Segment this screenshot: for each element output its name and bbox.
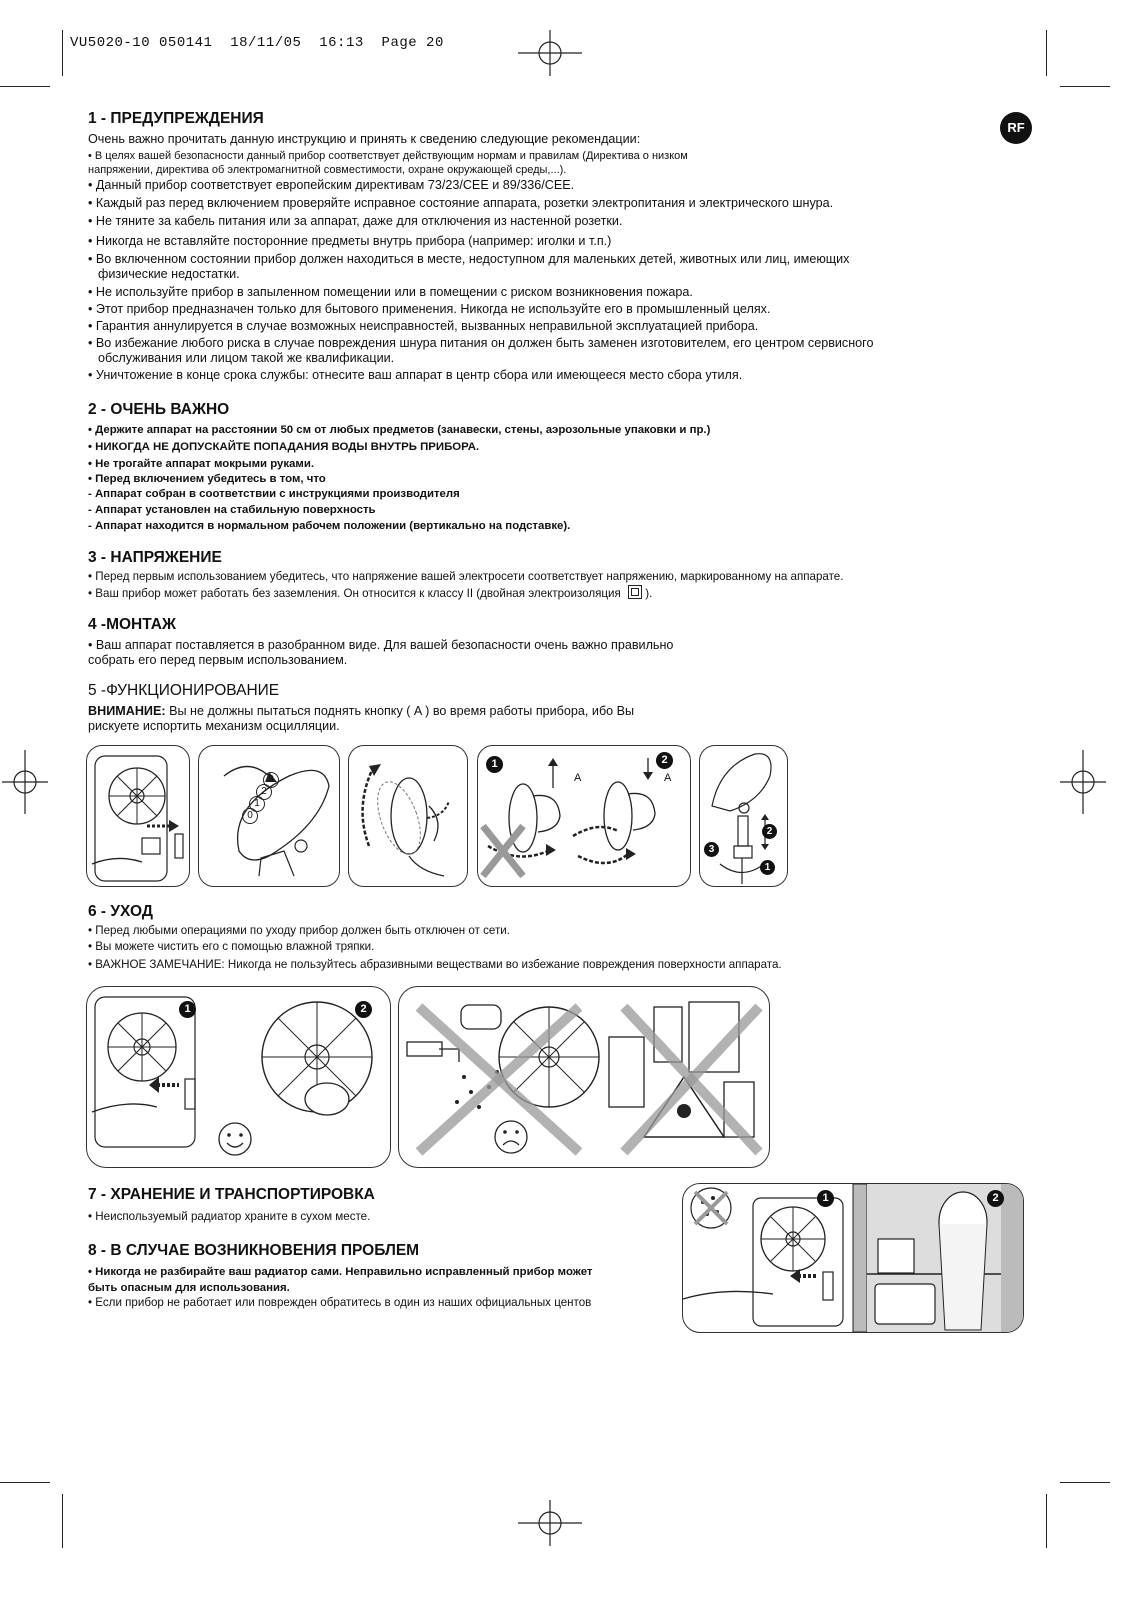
section-number: 2 [88, 401, 97, 418]
list-item: • Ваш аппарат поставляется в разобранном виде. Для вашей безопасности очень важно правильно [88, 638, 674, 652]
warning-text [88, 704, 634, 719]
section-number: 7 [88, 1186, 97, 1203]
step-2-badge: 2 [656, 752, 673, 769]
section-8-title [88, 1242, 419, 1260]
intro-text: Очень важно прочитать данную инструкцию и принять к сведению следующие рекомендации: [88, 132, 641, 146]
speed-button-1: 1 [249, 796, 265, 812]
warning-text-2: рискуете испортить механизм осцилляции. [88, 719, 340, 733]
crop-mark [1046, 30, 1047, 76]
section-heading: - В СЛУЧАЕ ВОЗНИКНОВЕНИЯ ПРОБЛЕМ [96, 1242, 420, 1259]
label-a: A [664, 772, 672, 784]
section-heading: - ОЧЕНЬ ВАЖНО [96, 401, 230, 418]
list-item: физические недостатки. [98, 267, 240, 281]
double-insulation-icon [628, 585, 642, 599]
section-1-title [88, 110, 264, 128]
step-1-badge: 1 [760, 860, 775, 875]
step-2-badge: 2 [355, 1001, 372, 1018]
step-1-badge: 1 [179, 1001, 196, 1018]
class-ii-text: • Ваш прибор может работать без заземления. Он относится к классу II (двойная электроизоляция [88, 587, 621, 600]
illustration-do-not-wet [398, 986, 770, 1168]
section-number: 5 [88, 682, 97, 699]
list-item: - Аппарат находится в нормальном рабочем положении (вертикально на подставке). [88, 520, 571, 532]
fan-plug-drawing [87, 746, 189, 886]
crop-mark [1060, 1482, 1110, 1483]
speed-button-0: 0 [242, 808, 258, 824]
illustration-height-adjust [699, 745, 788, 887]
list-item: • Данный прибор соответствует европейским директивам 73/23/CEE и 89/336/CEE. [88, 178, 575, 192]
illustration-plug-in [86, 745, 190, 887]
list-item: • Если прибор не работает или поврежден обратитесь в один из наших официальных центов [88, 1296, 592, 1309]
list-item: • Перед включением убедитесь в том, что [88, 473, 326, 485]
list-item: • Перед любыми операциями по уходу прибор должен быть отключен от сети. [88, 924, 510, 937]
illustration-storage [682, 1183, 1024, 1333]
list-item: • Держите аппарат на расстоянии 50 см от любых предметов (занавески, стены, аэрозольные упаковки и пр.) [88, 424, 711, 436]
registration-mark-left [2, 750, 48, 814]
list-item: • Никогда не вставляйте посторонние предметы внутрь прибора (например: иголки и т.п.) [88, 234, 612, 248]
class-ii-end: ). [645, 587, 653, 600]
list-item: • В целях вашей безопасности данный прибор соответствует действующим нормам и правилам (Директива о низком [88, 150, 688, 162]
list-item: • Во включенном состоянии прибор должен находиться в месте, недоступном для маленьких детей, животных или лиц, имеющих [88, 252, 850, 266]
warning-body: Вы не должны пытаться поднять кнопку ( A ) во время работы прибора, ибо Вы [165, 704, 635, 718]
language-badge: RF [1000, 112, 1032, 144]
list-item: - Аппарат собран в соответствии с инструкциями производителя [88, 488, 460, 500]
section-heading: - ХРАНЕНИЕ И ТРАНСПОРТИРОВКА [96, 1186, 375, 1203]
illustration-speed-buttons [198, 745, 340, 887]
section-5-title [88, 682, 279, 700]
illustration-cleaning [86, 986, 391, 1168]
list-item: • Каждый раз перед включением проверяйте исправное состояние аппарата, розетки электропитания и электрического шнура. [88, 196, 834, 210]
section-heading: - УХОД [96, 903, 153, 920]
section-4-title [88, 616, 176, 634]
list-item: • Не трогайте аппарат мокрыми руками. [88, 458, 314, 470]
crop-mark [0, 86, 50, 87]
list-item: • Во избежание любого риска в случае повреждения шнура питания он должен быть заменен изготовителем, его центром сервисного [88, 336, 874, 350]
registration-mark-top [518, 30, 582, 76]
list-item: обслуживания или лицом такой же квалификации. [98, 351, 395, 365]
section-2-title [88, 401, 229, 419]
list-item: напряжении, директива об электромагнитной совместимости, охране окружающей среды,...). [88, 164, 567, 176]
section-3-title [88, 549, 222, 567]
list-item: • Вы можете чистить его с помощью влажной тряпки. [88, 940, 375, 953]
section-number: 1 [88, 110, 97, 127]
crop-mark [62, 1494, 63, 1548]
section-6-title [88, 903, 153, 921]
step-1-badge: 1 [817, 1190, 834, 1207]
section-heading: -ФУНКЦИОНИРОВАНИЕ [96, 682, 280, 699]
section-heading: -МОНТАЖ [96, 616, 176, 633]
speed-button-3: 3 [263, 772, 279, 788]
storage-drawing [683, 1184, 1023, 1332]
list-item: • НИКОГДА НЕ ДОПУСКАЙТЕ ПОПАДАНИЯ ВОДЫ ВНУТРЬ ПРИБОРА. [88, 441, 480, 453]
registration-mark-bottom [518, 1500, 582, 1546]
list-item: • Гарантия аннулируется в случае возможных неисправностей, вызванных неправильной эксплуатацией прибора. [88, 319, 759, 333]
control-panel-drawing [199, 746, 339, 886]
step-3-badge: 3 [704, 842, 719, 857]
crop-mark [62, 30, 63, 76]
list-item: • Этот прибор предназначен только для бытового применения. Никогда не используйте его в промышленный целях. [88, 302, 771, 316]
section-number: 6 [88, 903, 97, 920]
section-heading: - ПРЕДУПРЕЖДЕНИЯ [96, 110, 264, 127]
list-item: • Неиспользуемый радиатор храните в сухом месте. [88, 1210, 371, 1223]
section-heading: - НАПРЯЖЕНИЕ [96, 549, 222, 566]
cleaning-drawing [87, 987, 390, 1167]
list-item: • Не тяните за кабель питания или за аппарат, даже для отключения из настенной розетки. [88, 214, 623, 228]
label-a: A [574, 772, 582, 784]
print-info: VU5020-10 050141 18/11/05 16:13 Page 20 [70, 35, 444, 51]
speed-button-2: 2 [256, 784, 272, 800]
step-1-badge: 1 [486, 756, 503, 773]
list-item: быть опасным для использования. [88, 1282, 290, 1294]
prohibited-cleaning-drawing [399, 987, 769, 1167]
section-number: 4 [88, 616, 97, 633]
warning-label: ВНИМАНИЕ: [88, 704, 166, 718]
crop-mark [1060, 86, 1110, 87]
list-item: - Аппарат установлен на стабильную поверхность [88, 504, 376, 516]
illustration-oscillation [477, 745, 691, 887]
crop-mark [0, 1482, 50, 1483]
fan-tilt-drawing [349, 746, 467, 886]
illustration-tilt [348, 745, 468, 887]
section-7-title [88, 1186, 375, 1204]
list-item: • ВАЖНОЕ ЗАМЕЧАНИЕ: Никогда не пользуйтесь абразивными веществами во избежание повреждения поверхности аппарата. [88, 958, 782, 971]
step-2-badge: 2 [762, 824, 777, 839]
step-2-badge: 2 [987, 1190, 1004, 1207]
list-item: • Перед первым использованием убедитесь, что напряжение вашей электросети соответствует напряжению, маркированному на аппарате. [88, 570, 844, 583]
list-item: • Никогда не разбирайте ваш радиатор сами. Неправильно исправленный прибор может [88, 1266, 593, 1278]
list-item: • Уничтожение в конце срока службы: отнесите ваш аппарат в центр сбора или имеющееся место сбора утиля. [88, 368, 743, 382]
section-number: 3 [88, 549, 97, 566]
list-item: собрать его перед первым использованием. [88, 653, 348, 667]
list-item [88, 585, 652, 601]
crop-mark [1046, 1494, 1047, 1548]
registration-mark-right [1060, 750, 1106, 814]
list-item: • Не используйте прибор в запыленном помещении или в помещении с риском возникновения пожара. [88, 285, 693, 299]
section-number: 8 [88, 1242, 97, 1259]
